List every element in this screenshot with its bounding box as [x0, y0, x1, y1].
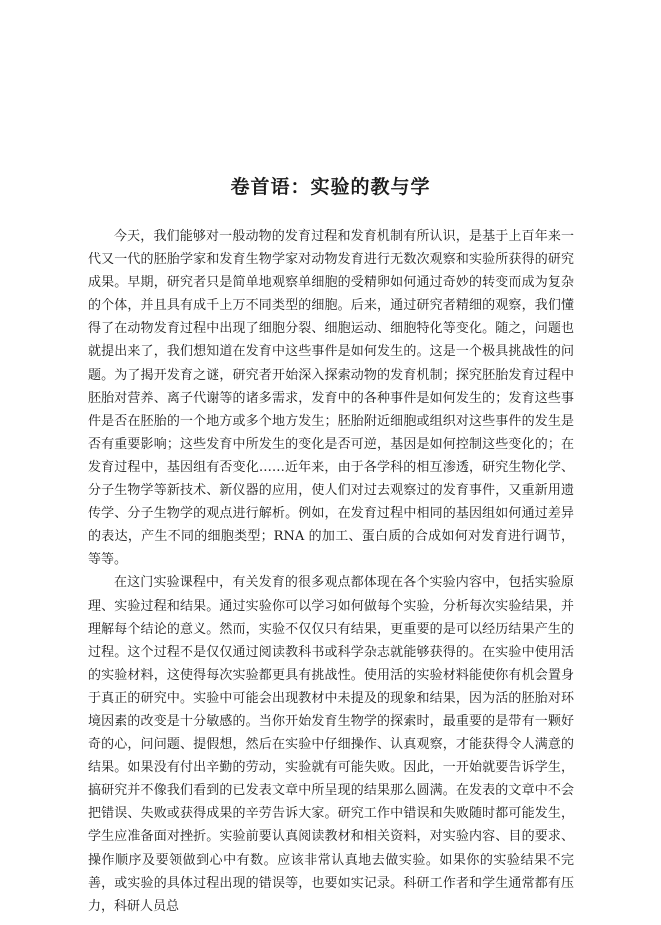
- body-text: [88, 225, 574, 918]
- paragraph-1: 今天，我们能够对一般动物的发育过程和发育机制有所认识，是基于上百年来一代又一代的胚胎学家和发育生物学家对动物发育进行无数次观察和实验所获得的研究成果。早期，研究者只是简单地观察单细胞的受精卵如何通过奇妙的转变而成为复杂的个体，并且具有成千上万不同类型的细胞。后来，通过研究者精细的观察，我们懂得了在动物发育过程中出现了细胞分裂、细胞运动、细胞特化等变化。随之，问题也就提出来了，我们想知道在发育中这些事件是如何发生的。这是一个极具挑战性的问题。为了揭开发育之谜，研究者开始深入探索动物的发育机制；探究胚胎发育过程中胚胎对营养、离子代谢等的诸多需求，发育中的各种事件是如何发生的；发育这些事件是否在胚胎的一个地方或多个地方发生；胚胎附近细胞或组织对这些事件的发生是否有重要影响；这些发育中所发生的变化是否可逆，基因是如何控制这些变化的；在发育过程中，基因组有否变化……近年来，由于各学科的相互渗透，研究生物化学、分子生物学等新技术、新仪器的应用，使人们对过去观察过的发育事件，又重新用遗传学、分子生物学的观点进行解析。例如，在发育过程中相同的基因组如何通过差异的表达，产生不同的细胞类型；RNA 的加工、蛋白质的合成如何对发育进行调节，等等。: [88, 229, 574, 568]
- page-title: 卷首语：实验的教与学: [230, 176, 431, 198]
- paragraph-2: 在这门实验课程中，有关发育的很多观点都体现在各个实验内容中，包括实验原理、实验过程和结果。通过实验你可以学习如何做每个实验，分析每次实验结果，并理解每个结论的意义。然而，实验不仅仅只有结果，更重要的是可以经历结果产生的过程。这个过程不是仅仅通过阅读教科书或科学杂志就能够获得的。在实验中使用活的实验材料，这使得每次实验都更具有挑战性。使用活的实验材料能使你有机会置身于真正的研究中。实验中可能会出现教材中未提及的现象和结果，因为活的胚胎对环境因素的改变是十分敏感的。当你开始发育生物学的探索时，最重要的是带有一颗好奇的心，问问题、提假想，然后在实验中仔细操作、认真观察，才能获得令人满意的结果。如果没有付出辛勤的劳动，实验就有可能失败。因此，一开始就要告诉学生，搞研究并不像我们看到的已发表文章中所呈现的结果那么圆满。在发表的文章中不会把错误、失败或获得成果的辛劳告诉大家。研究工作中错误和失败随时都可能发生，学生应准备面对挫折。实验前要认真阅读教材和相关资料，对实验内容、目的要求、操作顺序及要领做到心中有数。应该非常认真地去做实验。如果你的实验结果不完善，或实验的具体过程出现的错误等，也要如实记录。科研工作者和学生通常都有压力，科研人员总: [88, 575, 574, 914]
